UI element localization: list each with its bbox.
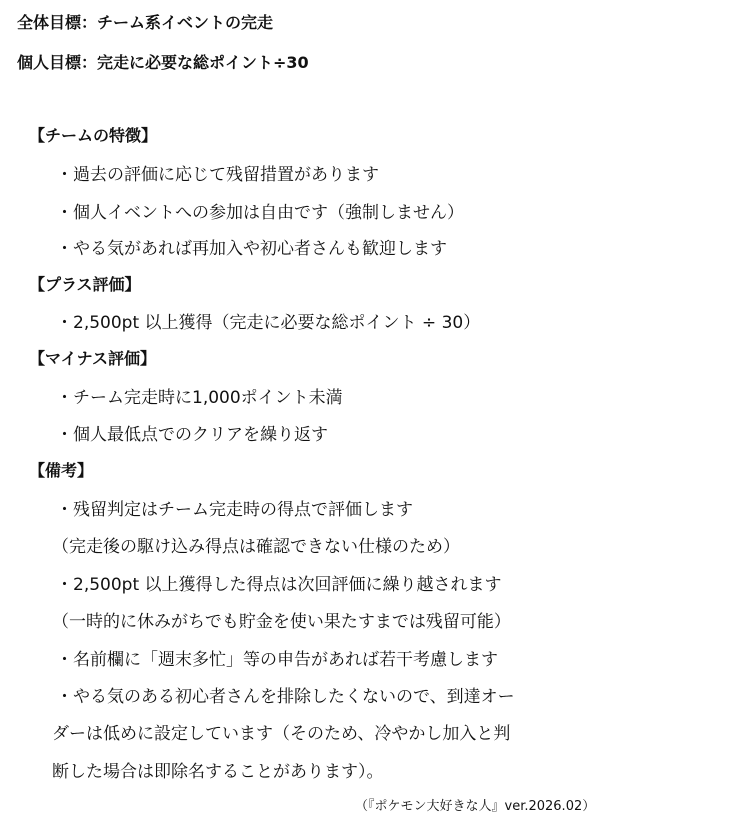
note-line: （一時的に休みがちでも貯金を使い果たすまでは残留可能） [52,612,511,632]
note-line: ダーは低めに設定しています（そのため、冷やかし加入と判 [52,724,511,744]
list-item: ・個人イベントへの参加は自由です（強制しません） [56,203,464,223]
notes-title: 【備考】 [29,461,94,480]
features-title: 【チームの特徴】 [29,126,158,145]
plus-title: 【プラス評価】 [29,275,141,294]
note-line: ・やる気のある初心者さんを排除したくないので、到達オー [56,687,515,707]
note-line: 断した場合は即除名することがあります）。 [52,762,384,782]
overall-goal: 全体目標：チーム系イベントの完走 [17,13,274,32]
personal-goal: 個人目標：完走に必要な総ポイント÷30 [17,53,309,72]
list-item: ・過去の評価に応じて残留措置があります [56,165,379,185]
list-item: ・チーム完走時に1,000ポイント未満 [56,388,343,408]
note-line: （完走後の駆け込み得点は確認できない仕様のため） [52,537,460,557]
list-item: ・個人最低点でのクリアを繰り返す [56,425,328,445]
version-credit: （『ポケモン大好きな人』ver.2026.02） [355,799,596,814]
list-item: ・2,500pt 以上獲得（完走に必要な総ポイント ÷ 30） [56,313,481,333]
list-item: ・やる気があれば再加入や初心者さんも歓迎します [56,239,447,259]
note-line: ・2,500pt 以上獲得した得点は次回評価に繰り越されます [56,575,502,595]
note-line: ・残留判定はチーム完走時の得点で評価します [56,500,413,520]
minus-title: 【マイナス評価】 [29,349,157,368]
note-line: ・名前欄に「週末多忙」等の申告があれば若干考慮します [56,650,498,670]
